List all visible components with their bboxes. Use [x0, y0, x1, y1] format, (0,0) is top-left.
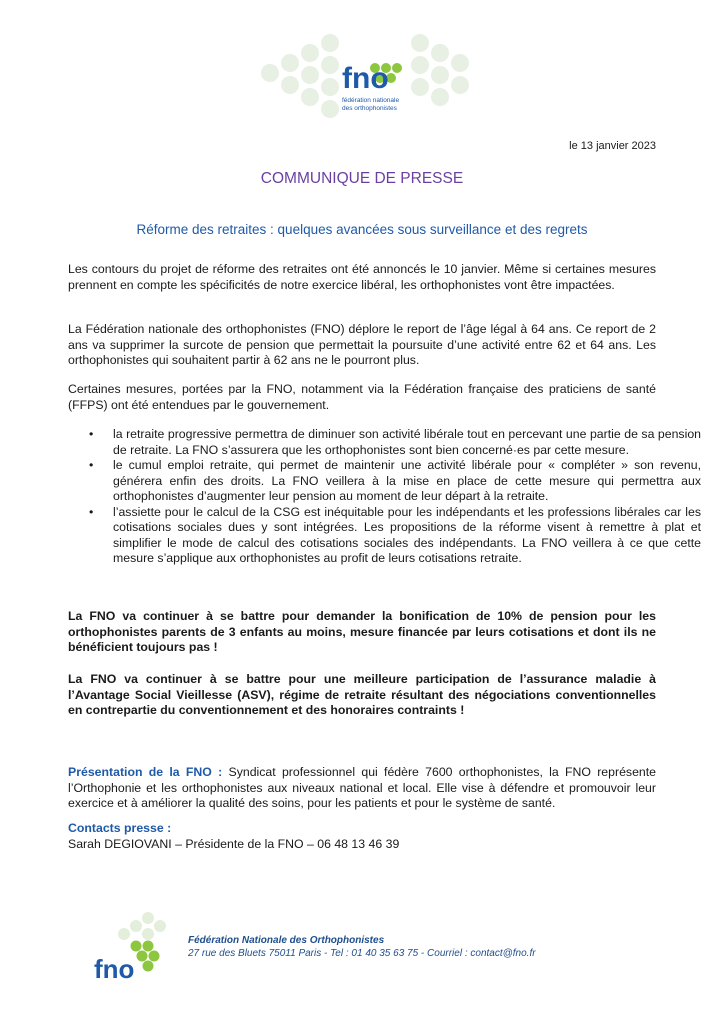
svg-text:fédération nationale: fédération nationale: [342, 97, 400, 104]
presentation-block: [68, 765, 656, 812]
measures-list: [68, 427, 701, 567]
fno-logo-icon: [250, 28, 470, 128]
paragraph-bonification: La FNO va continuer à se battre pour demander la bonification de 10% de pension pour les orthophonistes parents de 3 enfants au moins, mesure financée par leurs cotisations et dont ils ne bénéficient toujours pas !: [68, 609, 656, 654]
press-release-date: le 13 janvier 2023: [569, 140, 656, 152]
contacts-person: Sarah DEGIOVANI – Présidente de la FNO – 06 48 13 46 39: [68, 836, 400, 851]
footer-organization: Fédération Nationale des Orthophonistes: [188, 935, 385, 946]
list-item: [89, 458, 701, 505]
paragraph-age-report: La Fédération nationale des orthophonistes (FNO) déplore le report de l’âge légal à 64 ans. Ce report de 2 ans va supprimer la surcote de pension que permettait la poursuite d’une activité entre 62 et 64 ans. Les orthophonistes qui souhaitent partir à 62 ans ne le pourront plus.: [68, 322, 656, 367]
footer-logo: [88, 908, 174, 986]
presentation-text: Syndicat professionnel qui fédère 7600 orthophonistes, la FNO représente l’Orthophonie et les orthophonistes aux niveaux national et local. Elle vise à défendre et promouvoir leur exercice et à améliorer la qualité des soins, pour les patients et pour le système de santé.: [68, 765, 657, 810]
contacts-label: Contacts presse :: [68, 821, 172, 835]
paragraph-measures: Certaines mesures, portées par la FNO, notamment via la Fédération française des praticiens de santé (FFPS) ont été entendues par le gouvernement.: [68, 382, 656, 412]
paragraph-asv: La FNO va continuer à se battre pour une meilleure participation de l’assurance maladie à l’Avantage Social Vieillesse (ASV), régime de retraite résultant des négociations conventionnelles en contrepartie du conventionnement et des honoraires contraints !: [68, 672, 656, 717]
bullet-icon: •: [89, 458, 94, 472]
svg-text:fno: fno: [94, 954, 135, 984]
contacts-block: [68, 821, 656, 852]
bullet-icon: •: [89, 504, 94, 519]
list-item-text: la retraite progressive permettra de diminuer son activité libérale tout en percevant une partie de sa pension de retraite. La FNO s’assurera que les orthophonistes sont bien concerné·es par cette mesure.: [113, 427, 701, 457]
footer-address: 27 rue des Bluets 75011 Paris - Tel : 01 40 35 63 75 - Courriel : contact@fno.fr: [188, 948, 536, 959]
presentation-label: Présentation de la FNO :: [68, 765, 223, 779]
header-logo: [250, 28, 470, 128]
list-item: [89, 427, 701, 458]
list-item-text: le cumul emploi retraite, qui permet de maintenir une activité libérale pour « compléter » son revenu, générera enfin des droits. La FNO veillera à la mise en place de cette mesure qui permettra aux orthophonistes d’augmenter leur pension au moment de leur départ à la retraite.: [113, 458, 701, 503]
page-subtitle: Réforme des retraites : quelques avancées sous surveillance et des regrets: [136, 222, 588, 237]
fno-logo-icon: [88, 908, 174, 986]
svg-text:fno: fno: [342, 62, 389, 95]
page-title: COMMUNIQUE DE PRESSE: [260, 170, 464, 187]
list-item: [89, 504, 701, 567]
bullet-icon: •: [89, 427, 94, 441]
svg-text:des orthophonistes: des orthophonistes: [342, 105, 397, 112]
list-item-text: l’assiette pour le calcul de la CSG est inéquitable pour les indépendants et les professions libérales car les cotisations sociales dues y sont intégrées. Les propositions de la réforme visent à remettre à plat et simplifier le mode de calcul des cotisations sociales des indépendants. La FNO veillera à ce que cette mesure s’applique aux orthophonistes au profit de leurs cotisations retraite.: [113, 504, 701, 565]
paragraph-intro: Les contours du projet de réforme des retraites ont été annoncés le 10 janvier. Même si certaines mesures prennent en compte les spécificités de notre exercice libéral, les orthophonistes vont être impactées.: [68, 262, 656, 292]
